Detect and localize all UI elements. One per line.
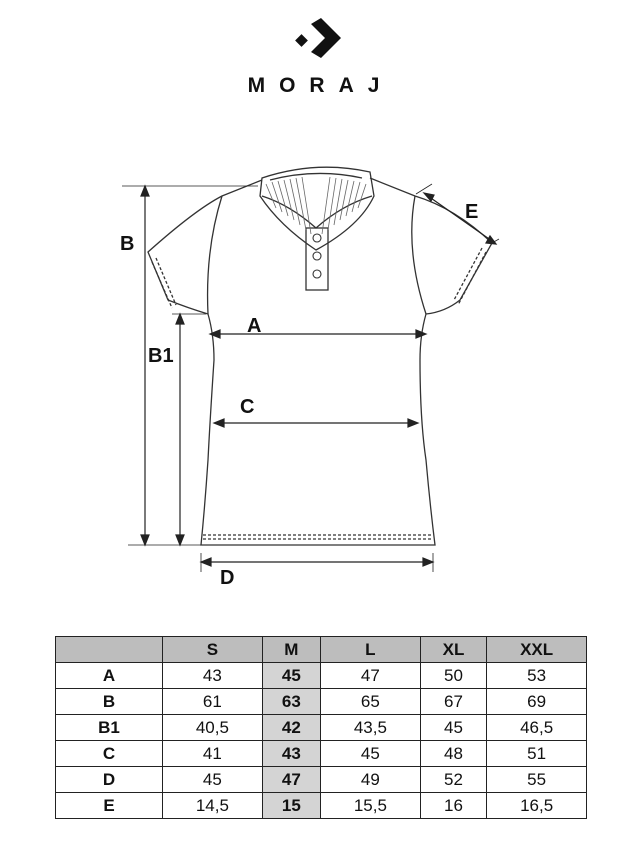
measure-line-e	[428, 196, 492, 241]
table-cell-highlighted: 63	[262, 689, 320, 715]
shirt-outline	[148, 178, 492, 545]
table-cell: 53	[487, 663, 587, 689]
table-cell-highlighted: 42	[262, 715, 320, 741]
table-cell: 47	[321, 663, 421, 689]
buttons	[313, 234, 321, 278]
table-cell: 69	[487, 689, 587, 715]
row-label: D	[56, 767, 163, 793]
table-cell: 55	[487, 767, 587, 793]
row-label: E	[56, 793, 163, 819]
row-label: A	[56, 663, 163, 689]
table-cell: 61	[163, 689, 263, 715]
table-row	[56, 793, 587, 819]
polo-shirt-diagram	[0, 150, 627, 590]
column-header: XXL	[487, 637, 587, 663]
table-cell: 45	[163, 767, 263, 793]
column-header: L	[321, 637, 421, 663]
table-cell: 40,5	[163, 715, 263, 741]
column-header: M	[262, 637, 320, 663]
table-cell-highlighted: 43	[262, 741, 320, 767]
table-cell-highlighted: 45	[262, 663, 320, 689]
table-cell: 43,5	[321, 715, 421, 741]
label-a: A	[247, 315, 262, 337]
row-label: C	[56, 741, 163, 767]
table-cell: 49	[321, 767, 421, 793]
table-cell: 46,5	[487, 715, 587, 741]
table-cell: 45	[321, 741, 421, 767]
table-cell-highlighted: 15	[262, 793, 320, 819]
diamond-arrow-logo-icon	[295, 18, 341, 58]
table-row	[56, 663, 587, 689]
table-row	[56, 767, 587, 793]
table-cell: 67	[420, 689, 487, 715]
label-b1: B1	[148, 345, 174, 367]
column-header: S	[163, 637, 263, 663]
table-cell: 16,5	[487, 793, 587, 819]
size-table	[55, 636, 587, 819]
row-label: B1	[56, 715, 163, 741]
table-cell: 45	[420, 715, 487, 741]
brand-name: MORAJ	[247, 74, 394, 97]
table-corner	[56, 637, 163, 663]
table-cell: 51	[487, 741, 587, 767]
row-label: B	[56, 689, 163, 715]
table-cell: 52	[420, 767, 487, 793]
label-c: C	[240, 396, 255, 418]
label-d: D	[220, 567, 235, 589]
table-cell: 15,5	[321, 793, 421, 819]
table-row	[56, 689, 587, 715]
label-e: E	[465, 201, 479, 223]
table-cell: 41	[163, 741, 263, 767]
table-cell: 48	[420, 741, 487, 767]
table-cell: 14,5	[163, 793, 263, 819]
table-cell-highlighted: 47	[262, 767, 320, 793]
table-header-row	[56, 637, 587, 663]
label-b: B	[120, 233, 135, 255]
table-cell: 43	[163, 663, 263, 689]
table-cell: 65	[321, 689, 421, 715]
table-row	[56, 741, 587, 767]
table-cell: 16	[420, 793, 487, 819]
table-row	[56, 715, 587, 741]
column-header: XL	[420, 637, 487, 663]
table-cell: 50	[420, 663, 487, 689]
